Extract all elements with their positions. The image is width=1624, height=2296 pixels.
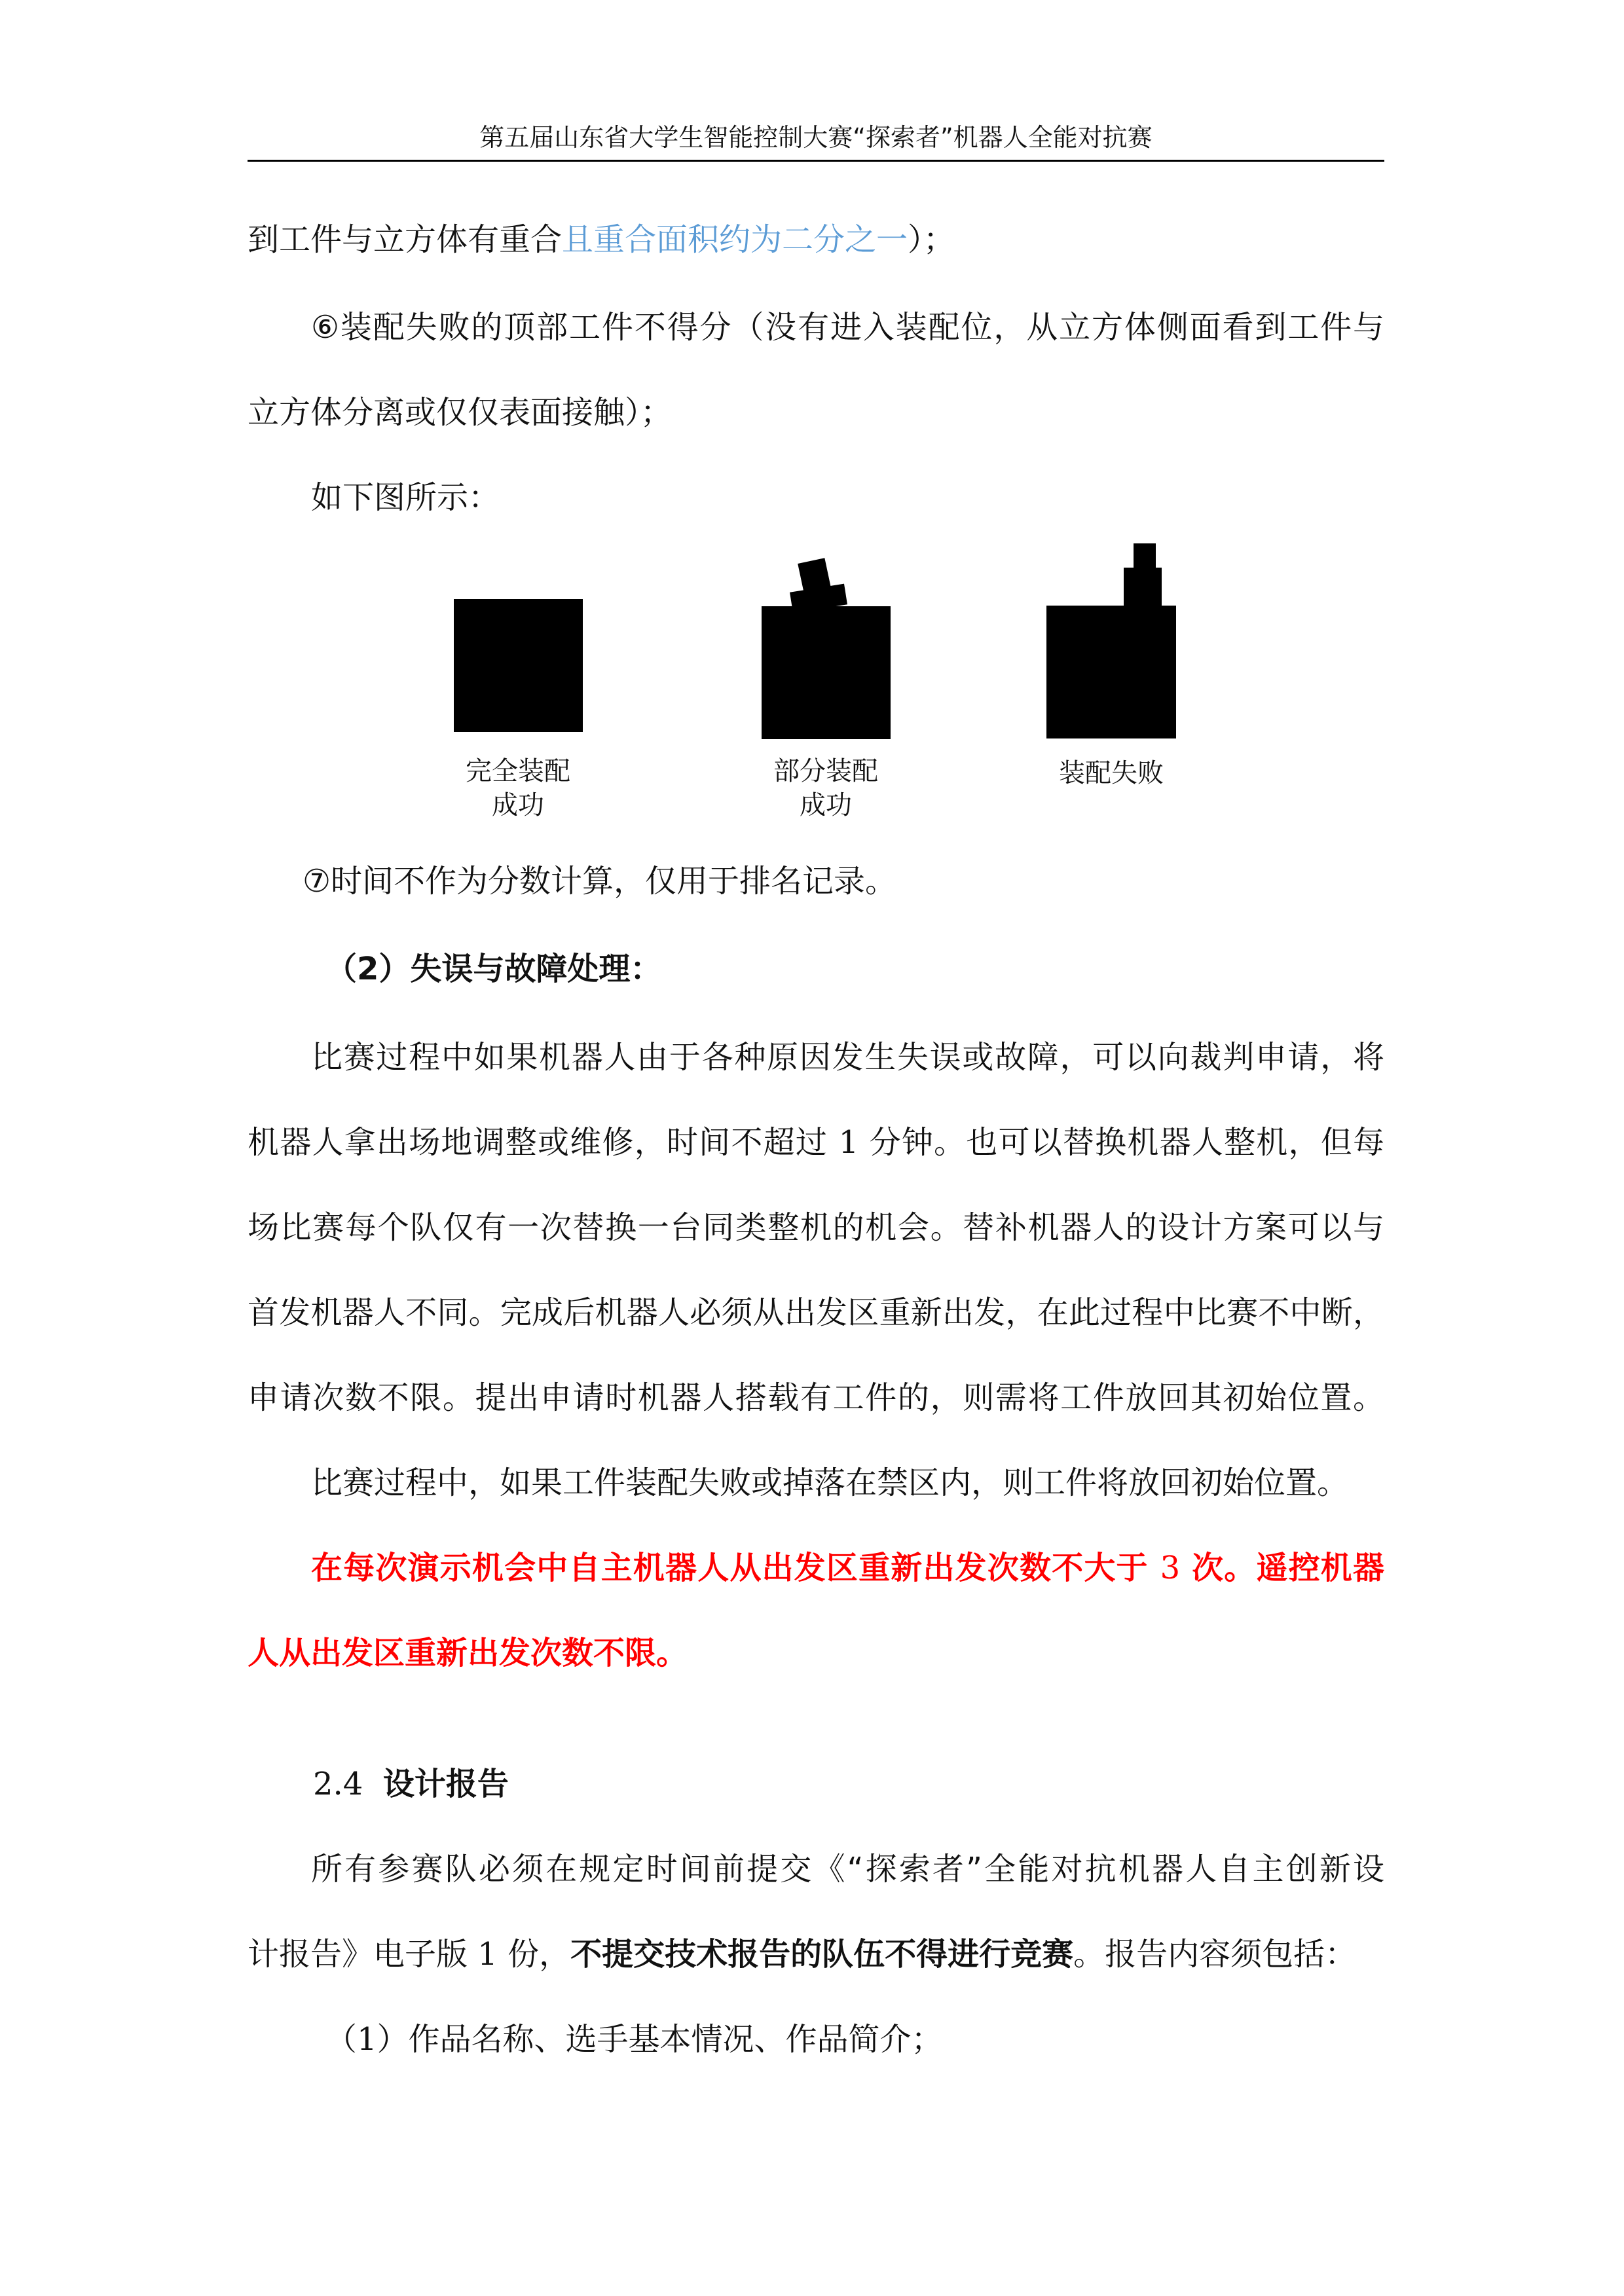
highlighted-text: 且重合面积约为二分之一: [562, 221, 908, 258]
paragraph-line: ⑥装配失败的顶部工件不得分（没有进入装配位，从立方体侧面看到工件与: [311, 309, 1384, 346]
paragraph-line: [248, 220, 955, 259]
workpiece-failed-lower: [1124, 568, 1162, 607]
paragraph-line: 场比赛每个队仅有一次替换一台同类整机的机会。替补机器人的设计方案可以与: [248, 1209, 1384, 1246]
caption-partial-assembly: 部分装配 成功: [773, 756, 878, 820]
page-header-title: 第五届山东省大学生智能控制大赛“探索者”机器人全能对抗赛: [479, 123, 1153, 152]
section-heading: （2）失误与故障处理：: [325, 951, 662, 987]
paragraph-line-emphasis: 在每次演示机会中自主机器人从出发区重新出发次数不大于 3 次。遥控机器: [311, 1550, 1384, 1586]
paragraph-line: 所有参赛队必须在规定时间前提交《“探索者”全能对抗机器人自主创新设: [311, 1851, 1384, 1887]
paragraph-line: 立方体分离或仅仅表面接触）；: [248, 394, 673, 431]
paragraph-line: 申请次数不限。提出申请时机器人搭载有工件的，则需将工件放回其初始位置。: [248, 1379, 1384, 1416]
caption-full-assembly: 完全装配 成功: [466, 756, 570, 820]
paragraph-line: ⑦时间不作为分数计算，仅用于排名记录。: [303, 863, 897, 900]
cube-full-assembly: [454, 599, 583, 732]
paragraph-line: 首发机器人不同。完成后机器人必须从出发区重新出发，在此过程中比赛不中断，: [248, 1294, 1384, 1331]
paragraph-line: 计报告》电子版 1 份，不提交技术报告的队伍不得进行竞赛。报告内容须包括：: [248, 1936, 1357, 1973]
paragraph-line-emphasis: 人从出发区重新出发次数不限。: [248, 1635, 688, 1671]
text-run: ）；: [908, 221, 955, 258]
section-heading: 2.4 设计报告: [313, 1766, 509, 1802]
list-item: （1）作品名称、选手基本情况、作品简介；: [325, 2021, 943, 2058]
paragraph-line: 机器人拿出场地调整或维修，时间不超过 1 分钟。也可以替换机器人整机，但每: [248, 1124, 1384, 1161]
paragraph-line: 如下图所示：: [311, 479, 500, 516]
text-run: 到工件与立方体有重合: [248, 221, 563, 258]
paragraph-line: 比赛过程中，如果工件装配失败或掉落在禁区内，则工件将放回初始位置。: [311, 1465, 1349, 1501]
workpiece-failed-upper: [1134, 543, 1156, 570]
paragraph-line: 比赛过程中如果机器人由于各种原因发生失误或故障，可以向裁判申请，将: [311, 1039, 1384, 1076]
caption-failed-assembly: 装配失败: [1059, 758, 1164, 788]
header-rule: [248, 160, 1384, 162]
cube-partial-assembly: [762, 606, 891, 739]
cube-failed-assembly: [1046, 606, 1176, 738]
